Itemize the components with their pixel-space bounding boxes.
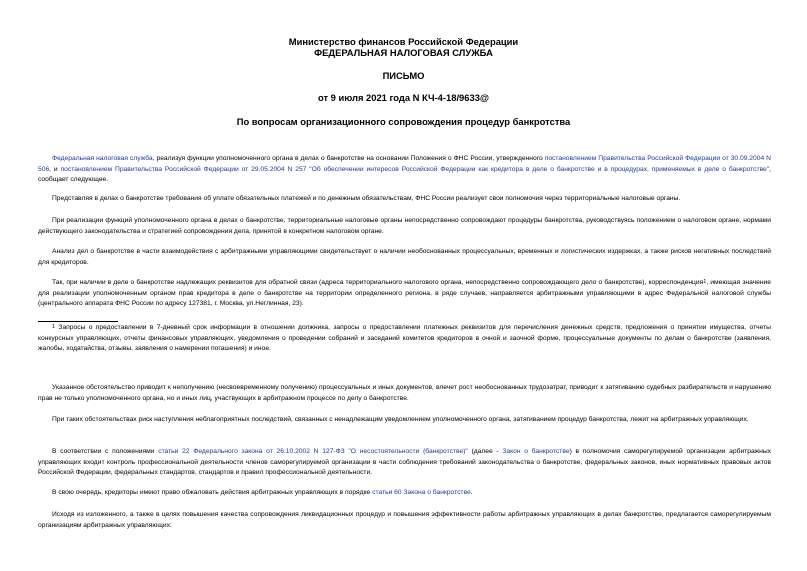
link-article-60[interactable]: статьи 60 Закона о банкротстве xyxy=(372,489,471,496)
footnote-mark: 1 xyxy=(52,324,56,330)
link-bankruptcy-law[interactable]: Закон о банкротстве xyxy=(502,448,570,455)
paragraph-4: Анализ дел о банкротстве в части взаимодействия с арбитражными управляющими свидетельствует о наличии необоснованных процессуальных, временных и логистических издержках, а также рисков негативных последствий для кредиторов. xyxy=(38,248,771,266)
document-type: ПИСЬМО xyxy=(382,70,425,81)
paragraph-3: При реализации функций уполномоченного органа в делах о банкротстве, территориальные налоговые органы непосредственно сопровождают процедуры банкротства, руководствуясь положением о налоговом органе, нормами действующего законодательства и стратегией сопровождения дела, принятой в конкретном налоговом органе. xyxy=(38,217,771,235)
paragraph-1: Федеральная налоговая служба, реализуя функции уполномоченного органа в делах о банкротстве на основании Положения о ФНС России, утвержденного постановлением Правительства Российской Федерации от 30.09.2004 N 506, и постановлением Правительства Российской Федерации от 29.05.2004 N 257 "Об обеспечении интересов Российской Федерации как кредитора в деле о банкротстве и в процедурах, применяемых в деле о банкротстве", сообщает следующее. xyxy=(38,155,771,184)
footnote-reference[interactable]: 1 xyxy=(703,279,707,285)
paragraph-10: Исходя из изложенного, а также в целях повышения качества сопровождения ликвидационных процедур и повышения эффективности работы арбитражных управляющих в делах банкротстве, предлагается саморегулируемым организациям арбитражных управляющих: xyxy=(38,511,771,529)
document-subject: По вопросам организационного сопровождения процедур банкротства xyxy=(236,116,571,127)
paragraph-8: В соответствии с положениями статьи 22 Федерального закона от 26.10.2002 N 127-ФЗ "О несостоятельности (банкротстве)" (далее - Закон о банкротстве) в полномочия саморегулируемой организации арбитражных управляющих входит контроль профессиональной деятельности членов саморегулируемой организации в части соблюдения требований законодательства о банкротстве, федеральных законов, иных нормативных правовых актов Российской Федерации, федеральных стандартов, стандартов и правил профессиональной деятельности. xyxy=(38,448,771,477)
paragraph-2: Представляя в делах о банкротстве требования об уплате обязательных платежей и по денежным обязательствам, ФНС России реализует свои полномочия через территориальные налоговые органы. xyxy=(52,195,681,202)
document-date-number: от 9 июля 2021 года N КЧ-4-18/9633@ xyxy=(317,92,490,103)
link-postanovlenie-506[interactable]: постановлением Правительства Российской Федерации от 30.09.2004 N 506 xyxy=(38,155,771,173)
footnote-divider xyxy=(38,321,118,322)
link-fns[interactable]: Федеральная налоговая служба xyxy=(52,155,153,162)
paragraph-7: При таких обстоятельствах риск наступления неблагоприятных последствий, связанных с ненадлежащим уведомлением уполномоченного органа, затягиванием процедур банкротства, лежит на арбитражных управляющих. xyxy=(52,416,749,423)
ministry-name: Министерство финансов Российской Федерации xyxy=(288,36,519,47)
link-article-22[interactable]: статьи 22 Федерального закона от 26.10.2002 N 127-ФЗ "О несостоятельности (банкротстве)" xyxy=(158,448,468,455)
service-name: ФЕДЕРАЛЬНАЯ НАЛОГОВАЯ СЛУЖБА xyxy=(314,47,493,58)
link-postanovlenie-257[interactable]: постановлением Правительства Российской Федерации от 29.05.2004 N 257 "Об обеспечении интересов Российской Федерации как кредитора в деле о банкротстве и в процедурах, применяемых в деле о банкротстве" xyxy=(60,165,770,173)
footnote: 1 Запросы о предоставлении в 7-дневный срок информации в отношении должника, запросы о предоставлении платежных реквизитов для перечисления денежных средств, предложения о принятии имущества, отчеты конкурсных управляющих, отчеты финансовых управляющих, уведомления о проведении собраний и заседаний комитетов кредиторов в очной и заочной форме, процессуальные документы по делам о банкротстве (заявления, жалобы, ходатайства, отзывы, заявления о намерении погашения) и иное. xyxy=(38,324,771,353)
paragraph-5: Так, при наличии в деле о банкротстве надлежащих реквизитов для обратной связи (адреса территориального налогового органа, непосредственно сопровождающего дело о банкротстве), корреспонденция1, имеющая значение для реализации уполномоченным органом прав кредитора в деле о банкротстве на территории определенного региона, в ряде случаев, направляется арбитражными управляющими в адрес Федеральной налоговой службы (центрального аппарата ФНС России по адресу 127381, г. Москва, ул.Неглинная, 23). xyxy=(38,279,772,308)
paragraph-6: Указанное обстоятельство приводит к неполучению (несвоевременному получению) процессуальных и иных документов, влечет рост необоснованных трудозатрат, приводит к затягиванию судебных разбирательств и нарушению прав не только уполномоченного органа, но и иных лиц, участвующих в арбитражном процессе по делу о банкротстве. xyxy=(38,384,771,402)
paragraph-9: В свою очередь, кредиторы имеют право обжаловать действия арбитражных управляющих в порядке статьи 60 Закона о банкротстве. xyxy=(52,489,473,496)
